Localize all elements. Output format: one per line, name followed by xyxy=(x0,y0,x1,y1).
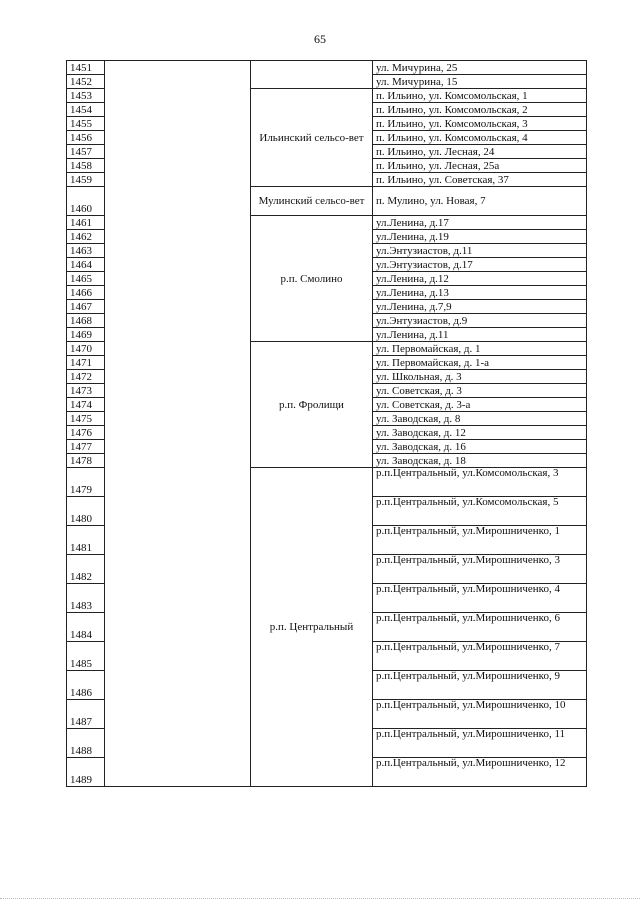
address-cell: р.п.Центральный, ул.Комсомольская, 5 xyxy=(373,497,587,526)
row-number: 1481 xyxy=(67,526,105,555)
address-cell: ул.Ленина, д.19 xyxy=(373,230,587,244)
address-cell: ул. Заводская, д. 18 xyxy=(373,454,587,468)
row-number: 1457 xyxy=(67,145,105,159)
address-cell: ул. Советская, д. 3-а xyxy=(373,398,587,412)
address-cell: ул. Заводская, д. 8 xyxy=(373,412,587,426)
address-cell: р.п.Центральный, ул.Мирошниченко, 9 xyxy=(373,671,587,700)
row-number: 1458 xyxy=(67,159,105,173)
row-number: 1456 xyxy=(67,131,105,145)
row-number: 1468 xyxy=(67,314,105,328)
settlement-ilinsky: Ильинский сельсо-вет xyxy=(251,89,373,187)
address-cell: п. Ильино, ул. Лесная, 24 xyxy=(373,145,587,159)
row-number: 1477 xyxy=(67,440,105,454)
address-table xyxy=(66,60,587,787)
row-number: 1483 xyxy=(67,584,105,613)
district-cell xyxy=(105,61,251,787)
address-table-body xyxy=(67,61,587,787)
row-number: 1475 xyxy=(67,412,105,426)
address-cell: ул. Школьная, д. 3 xyxy=(373,370,587,384)
row-number: 1455 xyxy=(67,117,105,131)
address-cell: р.п.Центральный, ул.Комсомольская, 3 xyxy=(373,468,587,497)
row-number: 1470 xyxy=(67,342,105,356)
address-cell: р.п.Центральный, ул.Мирошниченко, 12 xyxy=(373,758,587,787)
row-number: 1465 xyxy=(67,272,105,286)
row-number: 1469 xyxy=(67,328,105,342)
address-cell: р.п.Центральный, ул.Мирошниченко, 10 xyxy=(373,700,587,729)
row-number: 1451 xyxy=(67,61,105,75)
row-number: 1453 xyxy=(67,89,105,103)
address-cell: р.п.Центральный, ул.Мирошниченко, 6 xyxy=(373,613,587,642)
address-cell: п. Мулино, ул. Новая, 7 xyxy=(373,187,587,216)
address-cell: р.п.Центральный, ул.Мирошниченко, 11 xyxy=(373,729,587,758)
page-bottom-edge xyxy=(0,898,640,901)
row-number: 1471 xyxy=(67,356,105,370)
address-cell: ул.Энтузиастов, д.11 xyxy=(373,244,587,258)
row-number: 1474 xyxy=(67,398,105,412)
row-number: 1487 xyxy=(67,700,105,729)
row-number: 1482 xyxy=(67,555,105,584)
address-cell: р.п.Центральный, ул.Мирошниченко, 7 xyxy=(373,642,587,671)
address-cell: ул.Ленина, д.7,9 xyxy=(373,300,587,314)
row-number: 1452 xyxy=(67,75,105,89)
address-cell: п. Ильино, ул. Лесная, 25а xyxy=(373,159,587,173)
address-cell: ул.Энтузиастов, д.9 xyxy=(373,314,587,328)
address-cell: ул.Ленина, д.11 xyxy=(373,328,587,342)
address-cell: ул. Первомайская, д. 1 xyxy=(373,342,587,356)
address-cell: ул. Заводская, д. 16 xyxy=(373,440,587,454)
settlement-smolino: р.п. Смолино xyxy=(251,216,373,342)
row-number: 1462 xyxy=(67,230,105,244)
row-number: 1486 xyxy=(67,671,105,700)
row-number: 1464 xyxy=(67,258,105,272)
address-cell: ул.Энтузиастов, д.17 xyxy=(373,258,587,272)
row-number: 1476 xyxy=(67,426,105,440)
row-number: 1473 xyxy=(67,384,105,398)
address-cell: р.п.Центральный, ул.Мирошниченко, 3 xyxy=(373,555,587,584)
row-number: 1459 xyxy=(67,173,105,187)
address-cell: ул. Мичурина, 25 xyxy=(373,61,587,75)
address-cell: ул. Первомайская, д. 1-а xyxy=(373,356,587,370)
row-number: 1460 xyxy=(67,187,105,216)
address-cell: р.п.Центральный, ул.Мирошниченко, 4 xyxy=(373,584,587,613)
address-cell: п. Ильино, ул. Комсомольская, 1 xyxy=(373,89,587,103)
settlement-centralny: р.п. Центральный xyxy=(251,468,373,787)
row-number: 1489 xyxy=(67,758,105,787)
address-cell: ул.Ленина, д.17 xyxy=(373,216,587,230)
row-number: 1454 xyxy=(67,103,105,117)
row-number: 1461 xyxy=(67,216,105,230)
row-number: 1472 xyxy=(67,370,105,384)
settlement-cell xyxy=(251,61,373,89)
page-number: 65 xyxy=(314,32,326,46)
row-number: 1466 xyxy=(67,286,105,300)
address-cell: ул. Советская, д. 3 xyxy=(373,384,587,398)
row-number: 1479 xyxy=(67,468,105,497)
settlement-frolishchi: р.п. Фролищи xyxy=(251,342,373,468)
row-number: 1485 xyxy=(67,642,105,671)
address-cell: р.п.Центральный, ул.Мирошниченко, 1 xyxy=(373,526,587,555)
row-number: 1480 xyxy=(67,497,105,526)
address-cell: ул. Мичурина, 15 xyxy=(373,75,587,89)
row-number: 1467 xyxy=(67,300,105,314)
address-cell: п. Ильино, ул. Советская, 37 xyxy=(373,173,587,187)
row-number: 1463 xyxy=(67,244,105,258)
row-number: 1478 xyxy=(67,454,105,468)
address-cell: ул.Ленина, д.13 xyxy=(373,286,587,300)
row-number: 1488 xyxy=(67,729,105,758)
row-number: 1484 xyxy=(67,613,105,642)
address-cell: ул. Заводская, д. 12 xyxy=(373,426,587,440)
address-cell: п. Ильино, ул. Комсомольская, 2 xyxy=(373,103,587,117)
address-cell: ул.Ленина, д.12 xyxy=(373,272,587,286)
table-row xyxy=(67,61,587,75)
settlement-mulinsky: Мулинский сельсо-вет xyxy=(251,187,373,216)
address-cell: п. Ильино, ул. Комсомольская, 4 xyxy=(373,131,587,145)
address-cell: п. Ильино, ул. Комсомольская, 3 xyxy=(373,117,587,131)
